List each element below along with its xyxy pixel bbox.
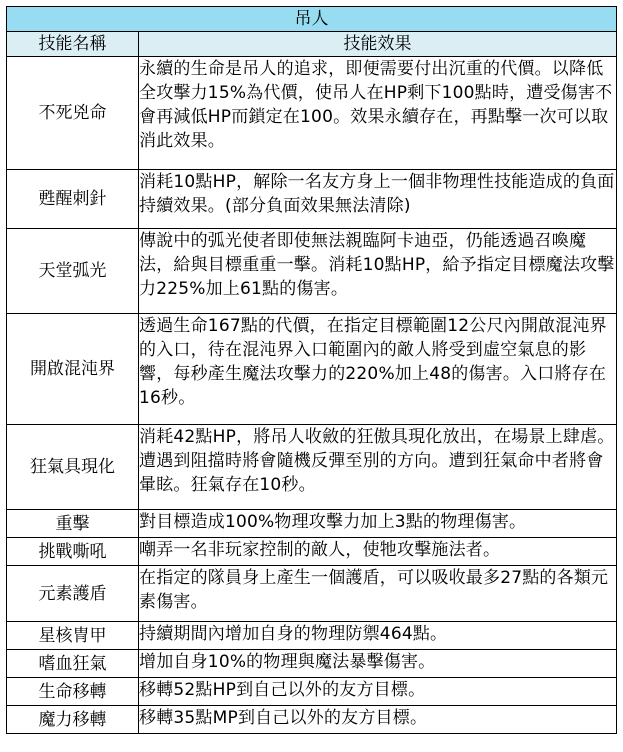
- skill-effect: 嘲弄一名非玩家控制的敵人，使牠攻擊施法者。: [139, 538, 617, 566]
- table-row: [7, 510, 617, 538]
- table-row: [7, 706, 617, 734]
- skill-name: 重擊: [7, 510, 139, 538]
- table-row: [7, 425, 617, 510]
- skill-effect: 增加自身10%的物理與魔法暴擊傷害。: [139, 650, 617, 678]
- skill-name: 狂氣具現化: [7, 425, 139, 510]
- skill-table: [6, 6, 617, 734]
- skill-name: 挑戰嘶吼: [7, 538, 139, 566]
- table-row: [7, 622, 617, 650]
- table-header-row: [7, 32, 617, 57]
- skill-effect: 移轉52點HP到自己以外的友方目標。: [139, 678, 617, 706]
- skill-name: 甦醒刺針: [7, 170, 139, 229]
- skill-effect: 傳說中的弧光使者即使無法親臨阿卡迪亞，仍能透過召喚魔法，給與目標重重一擊。消耗10點HP，給予指定目標魔法攻擊力225%加上61點的傷害。: [139, 229, 617, 314]
- table-row: [7, 57, 617, 170]
- skill-effect: 對目標造成100%物理攻擊力加上3點的物理傷害。: [139, 510, 617, 538]
- table-row: [7, 170, 617, 229]
- skill-effect: 消耗42點HP，將吊人收斂的狂傲具現化放出，在場景上肆虐。遭遇到阻擋時將會隨機反彈至別的方向。遭到狂氣命中者將會暈眩。狂氣存在10秒。: [139, 425, 617, 510]
- skill-name: 開啟混沌界: [7, 314, 139, 425]
- skill-name: 元素護盾: [7, 566, 139, 622]
- table-title: 吊人: [7, 7, 617, 32]
- skill-effect: 持續期間內增加自身的物理防禦464點。: [139, 622, 617, 650]
- header-skill-effect: 技能效果: [139, 32, 617, 57]
- skill-name: 星核冑甲: [7, 622, 139, 650]
- header-skill-name: 技能名稱: [7, 32, 139, 57]
- skill-name: 不死兇命: [7, 57, 139, 170]
- table-title-row: [7, 7, 617, 32]
- skill-effect: 移轉35點MP到自己以外的友方目標。: [139, 706, 617, 734]
- table-row: [7, 229, 617, 314]
- skill-effect: 消耗10點HP，解除一名友方身上一個非物理性技能造成的負面持續效果。(部分負面效果無法清除): [139, 170, 617, 229]
- skill-effect: 透過生命167點的代價，在指定目標範圍12公尺內開啟混沌界的入口，待在混沌界入口範圍內的敵人將受到虛空氣息的影響，每秒產生魔法攻擊力的220%加上48的傷害。入口將存在16秒。: [139, 314, 617, 425]
- skill-name: 生命移轉: [7, 678, 139, 706]
- table-row: [7, 314, 617, 425]
- skill-name: 嗜血狂氣: [7, 650, 139, 678]
- skill-effect: 在指定的隊員身上產生一個護盾，可以吸收最多27點的各類元素傷害。: [139, 566, 617, 622]
- skill-effect: 永續的生命是吊人的追求，即便需要付出沉重的代價。以降低全攻擊力15%為代價，使吊人在HP剩下100點時，遭受傷害不會再減低HP而鎖定在100。效果永續存在，再點擊一次可以取消此效果。: [139, 57, 617, 170]
- skill-name: 魔力移轉: [7, 706, 139, 734]
- table-row: [7, 650, 617, 678]
- table-row: [7, 566, 617, 622]
- table-row: [7, 538, 617, 566]
- table-row: [7, 678, 617, 706]
- skill-name: 天堂弧光: [7, 229, 139, 314]
